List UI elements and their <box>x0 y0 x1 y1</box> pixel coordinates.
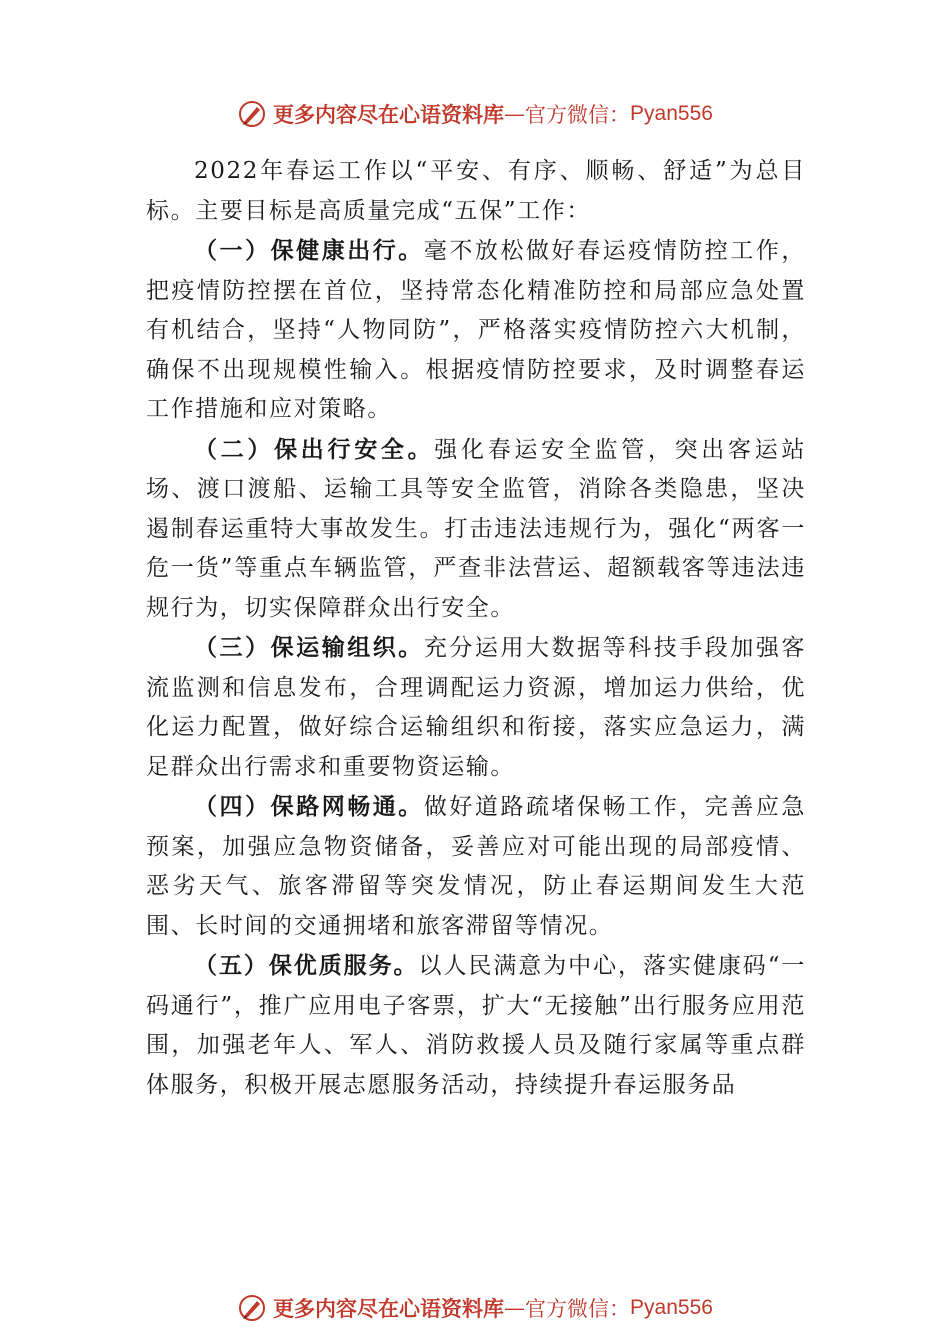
footer-dash: — <box>504 1296 526 1320</box>
item-paragraph-4 <box>146 787 806 946</box>
item-text-4: 做好道路疏堵保畅工作，完善应急预案，加强应急物资储备，妥善应对可能出现的局部疫情、恶劣天气、旅客滞留等突发情况，防止春运期间发生大范围、长时间的交通拥堵和旅客滞留等情况。 <box>146 794 807 939</box>
header-wechat-id: Pyan556 <box>630 102 713 125</box>
header-banner <box>0 92 950 136</box>
item-lead-4: （四）保路网畅通。 <box>194 793 424 820</box>
header-dash: — <box>504 102 526 126</box>
item-lead-2: （二）保出行安全。 <box>194 435 435 463</box>
header-brand: 更多内容尽在心语资料库 <box>273 102 505 127</box>
item-lead-1: （一）保健康出行。 <box>194 237 424 264</box>
pen-logo-icon <box>237 1293 267 1323</box>
footer-wechat-label: 官方微信： <box>525 1297 631 1321</box>
item-text-1: 毫不放松做好春运疫情防控工作，把疫情防控摆在首位，坚持常态化精准防控和局部应急处置有机结合，坚持“人物同防”，严格落实疫情防控六大机制，确保不出现规模性输入。根据疫情防控要求，及时调整春运工作措施和应对策略。 <box>146 238 807 422</box>
footer-wechat-id: Pyan556 <box>630 1296 713 1319</box>
intro-paragraph: 2022年春运工作以“平安、有序、顺畅、舒适”为总目标。主要目标是高质量完成“五保”工作： <box>146 158 806 224</box>
item-text-2: 强化春运安全监管，突出客运站场、渡口渡船、运输工具等安全监管，消除各类隐患，坚决遏制春运重特大事故发生。打击违法违规行为，强化“两客一危一货”等重点车辆监管，严查非法营运、超额载客等违法违规行为，切实保障群众出行安全。 <box>146 436 806 621</box>
pen-logo-icon <box>237 99 267 129</box>
item-lead-5: （五）保优质服务。 <box>194 952 419 979</box>
header-wechat-label: 官方微信： <box>525 103 631 127</box>
document-body <box>146 152 806 1105</box>
footer-banner <box>0 1286 950 1330</box>
item-paragraph-2 <box>146 430 806 629</box>
item-text-3: 充分运用大数据等科技手段加强客流监测和信息发布，合理调配运力资源，增加运力供给，优化运力配置，做好综合运输组织和衔接，落实应急运力，满足群众出行需求和重要物资运输。 <box>146 635 807 780</box>
item-lead-3: （三）保运输组织。 <box>194 634 424 661</box>
item-paragraph-1 <box>146 231 806 430</box>
footer-brand: 更多内容尽在心语资料库 <box>273 1296 505 1321</box>
item-text-5: 以人民满意为中心，落实健康码“一码通行”，推广应用电子客票，扩大“无接触”出行服务应用范围，加强老年人、军人、消防救援人员及随行家属等重点群体服务，积极开展志愿服务活动，持续提升春运服务品 <box>146 953 807 1098</box>
item-paragraph-5 <box>146 946 806 1105</box>
item-paragraph-3 <box>146 628 806 787</box>
